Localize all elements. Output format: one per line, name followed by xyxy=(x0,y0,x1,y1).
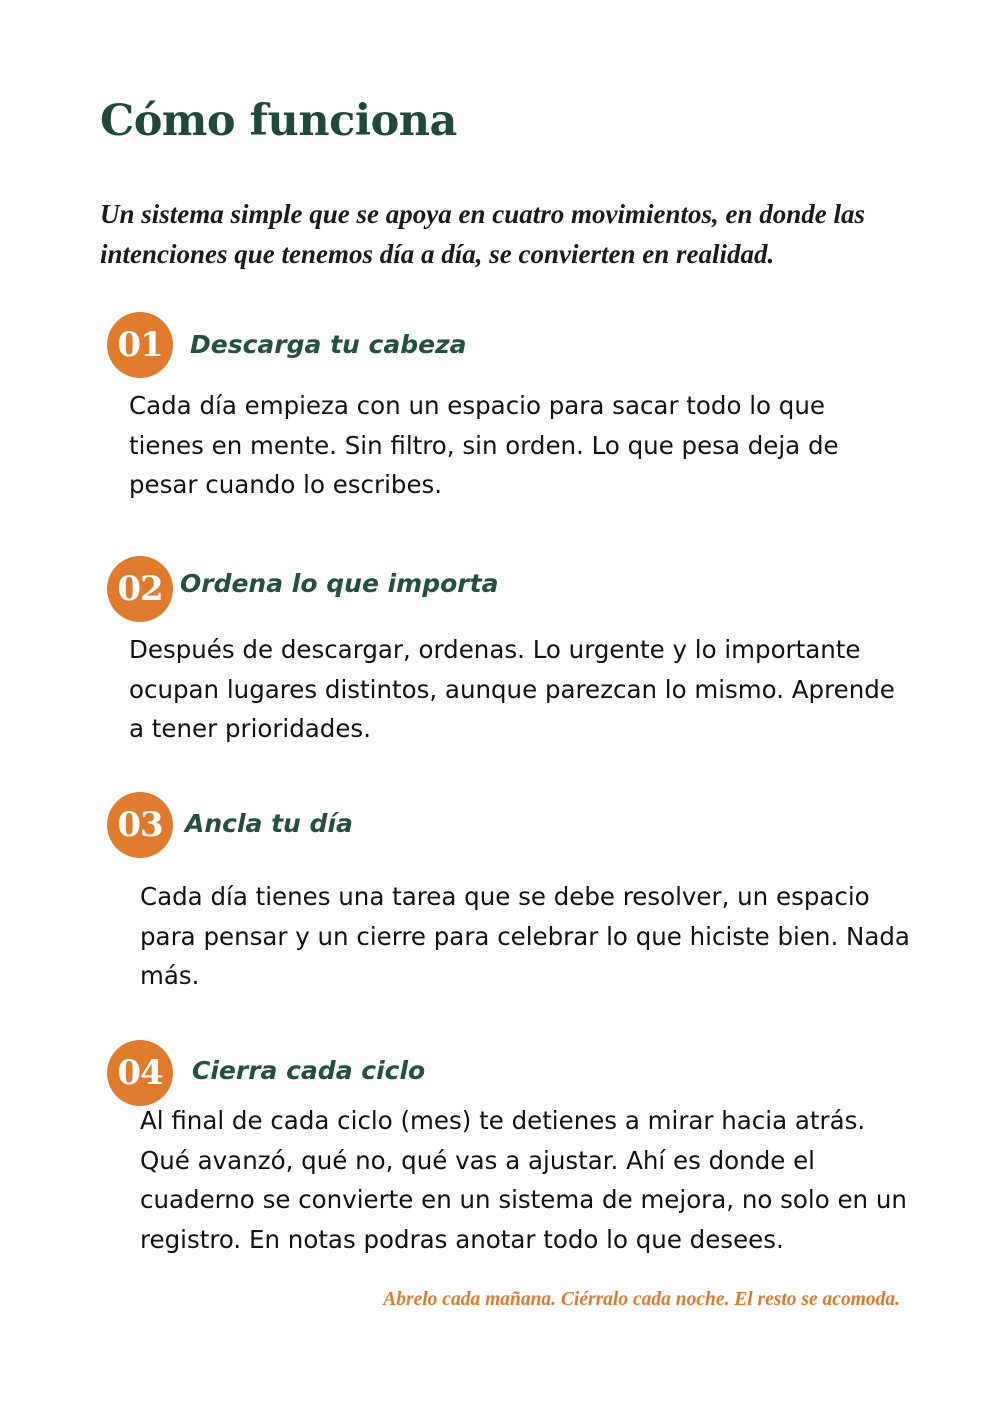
step-number-badge: 01 xyxy=(107,312,173,378)
step-title: Ancla tu día xyxy=(185,809,353,838)
step-title: Ordena lo que importa xyxy=(180,569,499,598)
step-description: Cada día empieza con un espacio para sacar todo lo que tienes en mente. Sin filtro, sin orden. Lo que pesa deja de pesar cuando lo escribes. xyxy=(129,391,839,499)
step-description: Cada día tienes una tarea que se debe resolver, un espacio para pensar y un cierre para celebrar lo que hiciste bien. Nada más. xyxy=(140,882,910,990)
step-title: Cierra cada ciclo xyxy=(192,1056,426,1085)
page-title: Cómo funciona xyxy=(100,96,457,146)
page-subtitle: Un sistema simple que se apoya en cuatro movimientos, en donde las intenciones que tenemos día a día, se convierten en realidad. xyxy=(100,199,866,269)
step-description: Al final de cada ciclo (mes) te detienes a mirar hacia atrás. Qué avanzó, qué no, qué vas a ajustar. Ahí es donde el cuaderno se convierte en un sistema de mejora, no solo en un registro. En notas podras anotar todo lo que desees. xyxy=(140,1106,907,1254)
step-number-badge: 02 xyxy=(107,556,173,622)
step-number-badge: 03 xyxy=(107,792,173,858)
closing-tagline: Abrelo cada mañana. Ciérralo cada noche. El resto se acomoda. xyxy=(383,1289,900,1310)
step-description: Después de descargar, ordenas. Lo urgente y lo importante ocupan lugares distintos, aunque parezcan lo mismo. Aprende a tener prioridades. xyxy=(129,635,895,743)
step-number-badge: 04 xyxy=(107,1040,173,1106)
step-title: Descarga tu cabeza xyxy=(190,330,467,359)
